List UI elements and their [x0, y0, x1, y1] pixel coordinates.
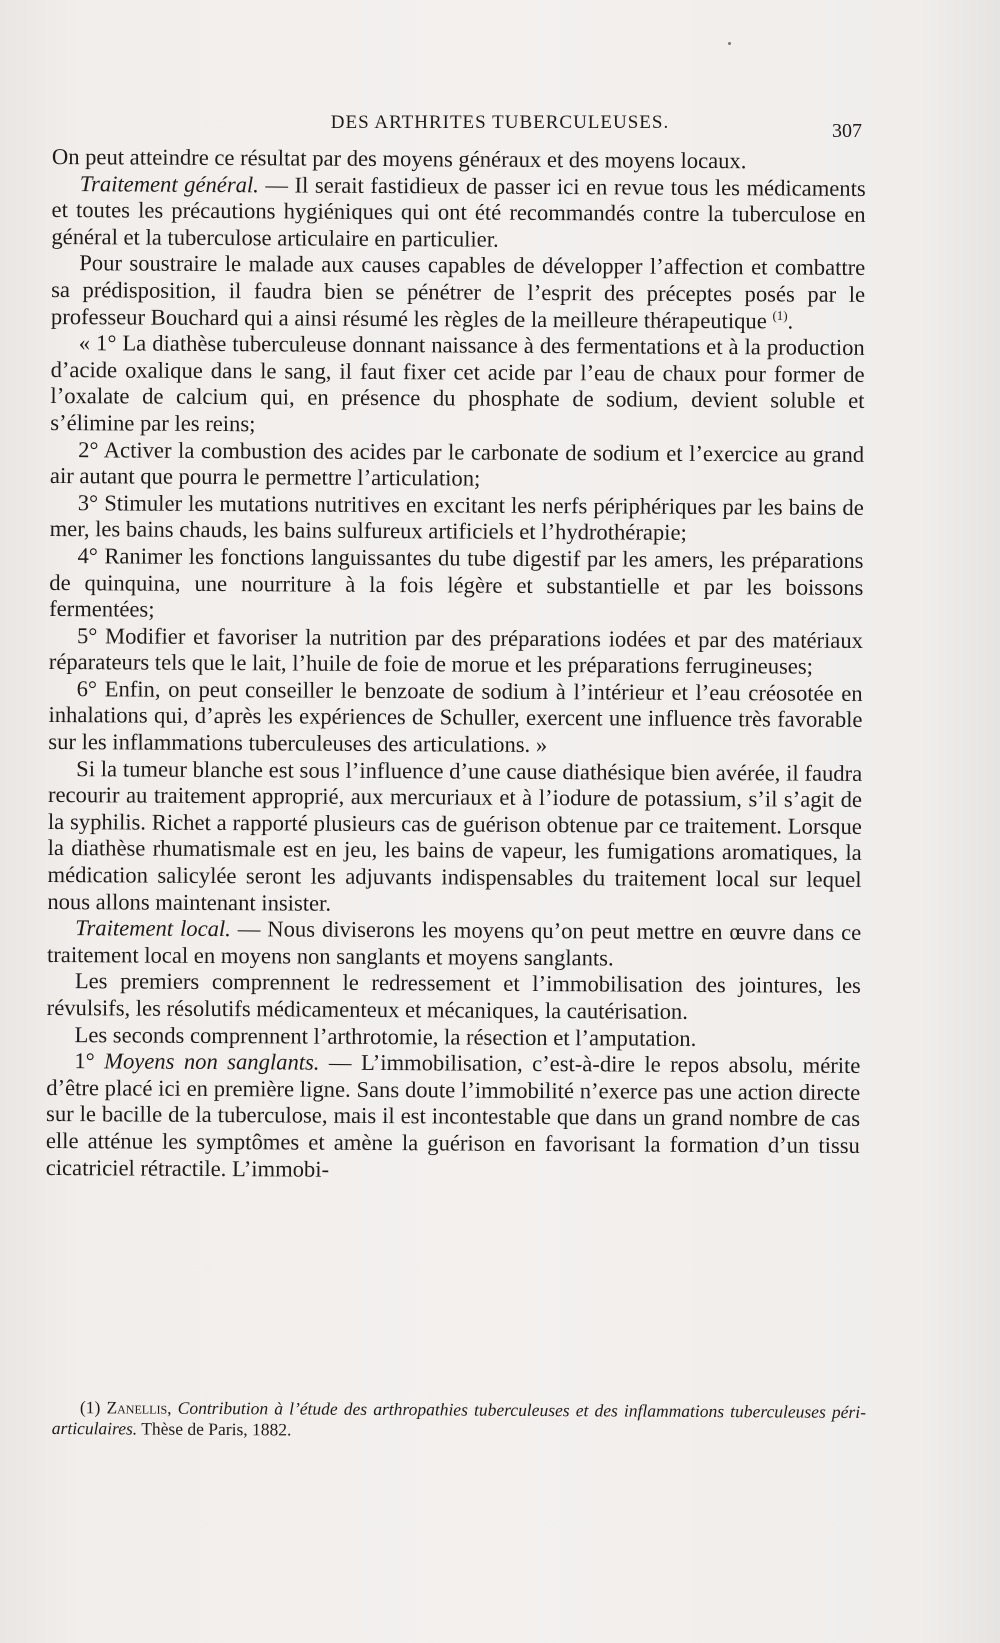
- paragraph-text: — L’immobilisation, c’est-à-dire le repos absolu, mérite d’être placé ici en première ligne. Sans doute l’immobilité n’exerce pas une action directe sur le bacille de la tuberculose, mais il est incontestable que dans un grand nombre de cas elle atténue les symptômes et amène la guérison en favorisant la formation d’un tissu cicatriciel rétractile. L’immobi-: [45, 1049, 861, 1182]
- paragraph: [49, 623, 863, 681]
- paragraph: [50, 437, 864, 495]
- paragraph: [47, 915, 861, 973]
- section-lead: Traitement général.: [79, 170, 259, 197]
- footnote-author: Zanellis: [106, 1397, 168, 1418]
- paragraph: [50, 490, 864, 548]
- section-lead: Traitement local.: [75, 915, 231, 942]
- list-item-1: « 1° La diathèse tuberculeuse donnant naissance à des fermentations et à la production d’acide oxalique dans le sang, il faut fixer cet acide par l’eau de chaux pour former de l’oxalate de calcium qui, en présence du phosphate de sodium, devient soluble et s’élimine par les reins;: [50, 330, 865, 437]
- paragraph: [51, 171, 865, 256]
- paragraph: [50, 330, 865, 441]
- page-number: 307: [832, 120, 862, 142]
- list-number: 1°: [74, 1048, 105, 1074]
- paragraph: [47, 756, 862, 921]
- paragraph: [46, 1048, 861, 1186]
- paragraph-text: — Nous diviserons les moyens qu’on peut mettre en œuvre dans ce traitement local en moyens non sanglants et moyens sanglants.: [46, 916, 862, 971]
- paragraph-text: Pour soustraire le malade aux causes capables de développer l’affection et combattre sa prédisposition, il faudra bien se pénétrer de l’esprit des préceptes posés par le professeur Bouchard qui a ainsi résumé les règles de la meilleure thérapeutique: [50, 250, 866, 333]
- list-item-3: 3° Stimuler les mutations nutritives en excitant les nerfs périphériques par les bains de mer, les bains chauds, les bains sulfureux artificiels et l’hydrothérapie;: [49, 489, 864, 546]
- paragraph-text: Les seconds comprennent l’arthrotomie, la résection et l’amputation.: [74, 1021, 697, 1051]
- page-header: [0, 112, 1000, 142]
- footnote-marker: (1): [79, 1397, 101, 1418]
- footnote: [52, 1397, 866, 1444]
- running-title: DES ARTHRITES TUBERCULEUSES.: [330, 112, 670, 133]
- footnote-reference[interactable]: (1): [772, 307, 788, 323]
- paper-speck: [728, 42, 731, 45]
- paragraph: [47, 968, 861, 1026]
- section-lead: Moyens non sanglants.: [104, 1048, 320, 1075]
- paragraph: [48, 676, 862, 761]
- list-item-2: 2° Activer la combustion des acides par le carbonate de sodium et l’exercice au grand air autant que pourra le permettre l’articulation;: [49, 436, 865, 491]
- footnote-source: Thèse de Paris, 1882.: [137, 1418, 292, 1440]
- paragraph-text: Si la tumeur blanche est sous l’influence d’une cause diathésique bien avérée, il faudra recourir au traitement approprié, aux mercuriaux et à l’iodure de potassium, s’il s’agit de la syphilis. Richet a rapporté plusieurs cas de guérison obtenue par ce traitement. Lorsque la diathèse rhumatismale est en jeu, les bains de vapeur, les fumigations aromatiques, la médication salicylée seront les adjuvants indispensables du traitement local sur lequel nous allons maintenant insister.: [47, 755, 863, 916]
- paragraph: [49, 543, 863, 628]
- paragraph-text: — Il serait fastidieux de passer ici en revue tous les médicaments et toutes les précautions hygiéniques qui ont été recommandés contre la tuberculose en général et la tuberculose articulaire en particulier.: [51, 171, 866, 252]
- body-text: [46, 144, 866, 1186]
- paragraph-text: .: [787, 308, 794, 334]
- paragraph-text: On peut atteindre ce résultat par des moyens généraux et des moyens locaux.: [51, 144, 747, 174]
- paragraph-text: Les premiers comprennent le redressement et l’immobilisation des jointures, les révulsifs, les résolutifs médicamenteux et mécaniques, la cautérisation.: [46, 968, 861, 1024]
- footnote-text: (1) Zanellis, Contribution à l’étude des arthropathies tuberculeuses et des inflammations tuberculeuses péri-articulaires. Thèse de Paris, 1882.: [51, 1397, 867, 1440]
- list-item-5: 5° Modifier et favoriser la nutrition par des préparations iodées et par des matériaux réparateurs tels que le lait, l’huile de foie de morue et les préparations ferrugineuses;: [48, 622, 864, 679]
- paragraph: [51, 250, 865, 335]
- list-item-6: 6° Enfin, on peut conseiller le benzoate de sodium à l’intérieur et l’eau créosotée en inhalations qui, d’après les expériences de Schuller, exercent une influence très favorable sur les inflammations tuberculeuses des articulations. »: [48, 676, 863, 758]
- footnote-title: Contribution à l’étude des arthropathies tuberculeuses et des inflammations tuberculeuses péri-articulaires.: [51, 1397, 867, 1439]
- list-item-4: 4° Ranimer les fonctions languissantes du tube digestif par les amers, les préparations de quinquina, une nourriture à la fois légère et substantielle et par les boissons fermentées;: [49, 543, 864, 622]
